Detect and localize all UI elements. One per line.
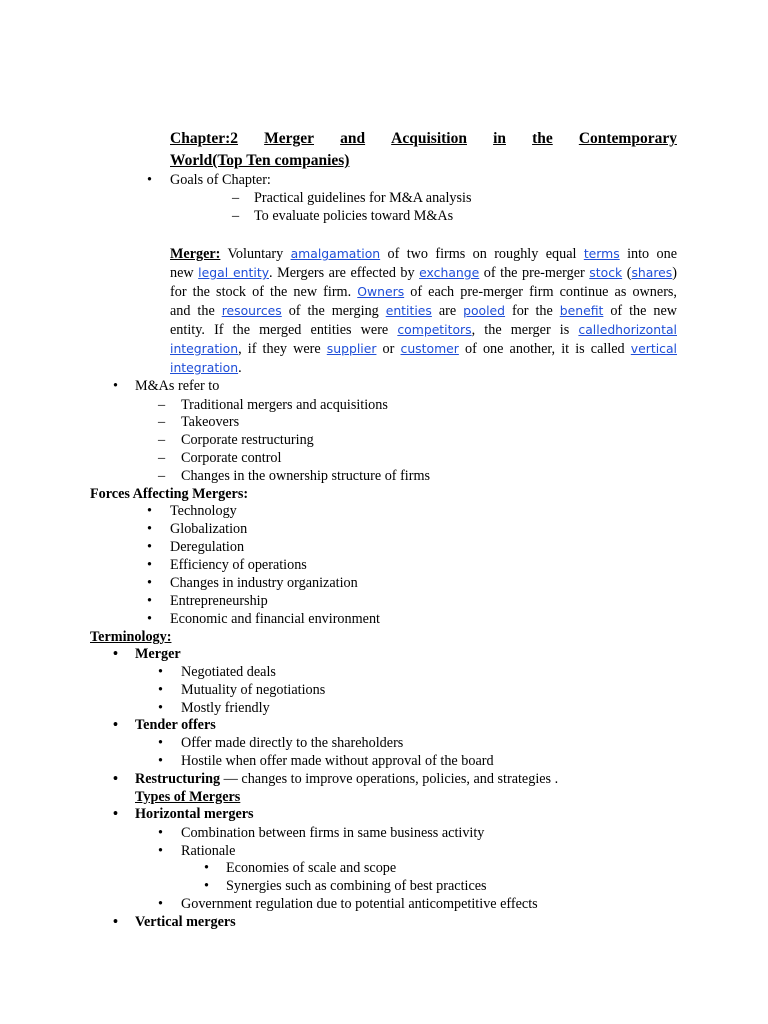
restructuring-line: Restructuring — changes to improve operations, policies, and strategies .	[135, 771, 559, 787]
merger-para-line5: entity. If the merged entities were competitors, the merger is calledhorizontal	[170, 322, 677, 338]
bullet-icon: •	[158, 896, 163, 912]
merger-term-item: Negotiated deals	[181, 664, 276, 680]
bullet-icon: •	[158, 843, 163, 859]
rationale-item: Synergies such as combining of best practices	[226, 878, 487, 894]
forces-item: Entrepreneurship	[170, 593, 268, 609]
merger-term-label: Merger	[135, 646, 181, 662]
forces-item: Efficiency of operations	[170, 557, 307, 573]
bullet-icon: •	[113, 646, 118, 662]
mas-item: Changes in the ownership structure of firms	[181, 468, 431, 484]
bullet-icon: •	[158, 682, 163, 698]
forces-heading: Forces Affecting Mergers:	[90, 486, 249, 502]
link-benefit[interactable]: benefit	[559, 303, 604, 318]
bullet-icon: •	[158, 700, 163, 716]
link-terms[interactable]: terms	[583, 246, 620, 261]
link-customer[interactable]: customer	[400, 341, 459, 356]
horizontal-item: Government regulation due to potential anticompetitive effects	[181, 896, 538, 912]
link-vertical[interactable]: vertical	[630, 341, 677, 356]
forces-item: Globalization	[170, 521, 248, 537]
bullet-icon: •	[113, 378, 118, 394]
dash-icon: –	[158, 432, 166, 448]
link-legal-entity[interactable]: legal entity	[198, 265, 270, 280]
link-resources[interactable]: resources	[221, 303, 282, 318]
tender-item: Offer made directly to the shareholders	[181, 735, 404, 751]
horizontal-label: Horizontal mergers	[135, 806, 254, 822]
bullet-icon: •	[158, 753, 163, 769]
link-amalgamation[interactable]: amalgamation	[290, 246, 381, 261]
merger-para-line7: integration.	[170, 360, 242, 376]
bullet-icon: •	[113, 717, 118, 733]
merger-term-item: Mutuality of negotiations	[181, 682, 326, 698]
bullet-icon: •	[147, 593, 152, 609]
bullet-icon: •	[147, 611, 152, 627]
goal-item: Practical guidelines for M&A analysis	[254, 190, 472, 206]
link-supplier[interactable]: supplier	[326, 341, 377, 356]
restructuring-label: Restructuring	[135, 771, 221, 787]
dash-icon: –	[158, 414, 166, 430]
merger-para-line6: integration, if they were supplier or customer of one another, it is called vertical	[170, 341, 677, 357]
bullet-icon: •	[158, 664, 163, 680]
horizontal-item: Rationale	[181, 843, 236, 859]
mas-item: Traditional mergers and acquisitions	[181, 397, 388, 413]
merger-para-line1: Merger: Voluntary amalgamation of two firms on roughly equal terms into one	[170, 246, 677, 262]
horizontal-item: Combination between firms in same business activity	[181, 825, 485, 841]
goals-label: Goals of Chapter:	[170, 172, 271, 188]
chapter-title-line1: Chapter:2 Merger and Acquisition in the Contemporary	[170, 130, 677, 147]
mas-label: M&As refer to	[135, 378, 220, 394]
bullet-icon: •	[147, 557, 152, 573]
bullet-icon: •	[147, 521, 152, 537]
link-entities[interactable]: entities	[385, 303, 432, 318]
link-competitors[interactable]: competitors	[397, 322, 472, 337]
vertical-label: Vertical mergers	[135, 914, 236, 930]
bullet-icon: •	[113, 914, 118, 930]
link-integration[interactable]: integration	[170, 341, 239, 356]
chapter-title-line2: World(Top Ten companies)	[170, 152, 350, 169]
forces-item: Technology	[170, 503, 237, 519]
tender-label: Tender offers	[135, 717, 216, 733]
forces-item: Deregulation	[170, 539, 245, 555]
types-heading: Types of Mergers	[135, 789, 241, 805]
bullet-icon: •	[147, 172, 152, 188]
link-stock[interactable]: stock	[589, 265, 623, 280]
tender-item: Hostile when offer made without approval of the board	[181, 753, 494, 769]
dash-icon: –	[158, 468, 166, 484]
link-vertical-integration[interactable]: integration	[170, 360, 239, 375]
dash-icon: –	[158, 450, 166, 466]
forces-item: Changes in industry organization	[170, 575, 358, 591]
dash-icon: –	[158, 397, 166, 413]
link-horizontal[interactable]: calledhorizontal	[578, 322, 677, 337]
bullet-icon: •	[158, 735, 163, 751]
link-shares[interactable]: shares	[631, 265, 673, 280]
merger-para-line3: for the stock of the new firm. Owners of each pre-merger firm continue as owners,	[170, 284, 677, 300]
bullet-icon: •	[158, 825, 163, 841]
merger-para-line4: and the resources of the merging entities are pooled for the benefit of the new	[170, 303, 677, 319]
link-exchange[interactable]: exchange	[419, 265, 480, 280]
link-pooled[interactable]: pooled	[463, 303, 506, 318]
merger-label: Merger:	[170, 246, 221, 262]
bullet-icon: •	[147, 539, 152, 555]
forces-item: Economic and financial environment	[170, 611, 380, 627]
terminology-heading: Terminology:	[90, 629, 172, 645]
dash-icon: –	[232, 208, 240, 224]
mas-item: Takeovers	[181, 414, 240, 430]
rationale-item: Economies of scale and scope	[226, 860, 397, 876]
mas-item: Corporate control	[181, 450, 282, 466]
bullet-icon: •	[147, 503, 152, 519]
bullet-icon: •	[204, 878, 209, 894]
merger-para-line2: new legal entity. Mergers are effected by exchange of the pre-merger stock (shares)	[170, 265, 677, 281]
bullet-icon: •	[147, 575, 152, 591]
bullet-icon: •	[113, 806, 118, 822]
bullet-icon: •	[204, 860, 209, 876]
bullet-icon: •	[113, 771, 118, 787]
merger-term-item: Mostly friendly	[181, 700, 270, 716]
dash-icon: –	[232, 190, 240, 206]
goal-item: To evaluate policies toward M&As	[254, 208, 454, 224]
link-owners[interactable]: Owners	[357, 284, 405, 299]
mas-item: Corporate restructuring	[181, 432, 314, 448]
